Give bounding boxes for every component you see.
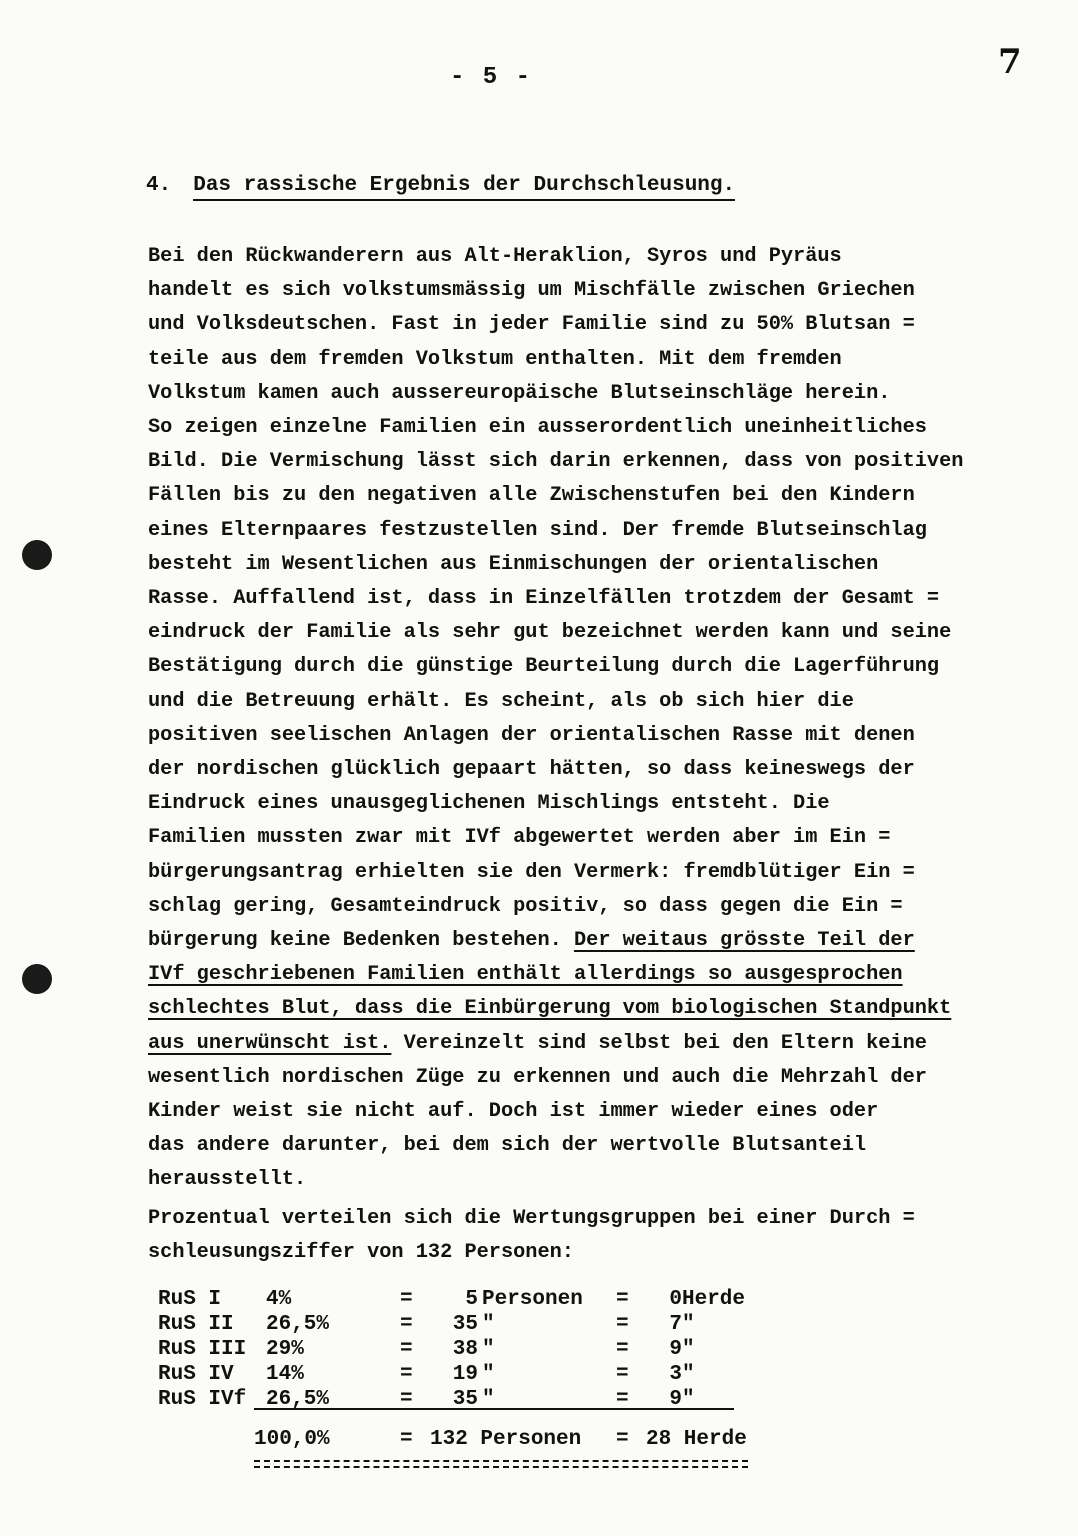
percent-intro [148,1202,1048,1270]
body-line-text: Familien mussten zwar mit IVf abgewertet werden aber im Ein = [148,826,891,850]
persons-count: 38 [452,1338,478,1361]
body-line [148,890,1048,924]
total-herds: 28 Herde [646,1428,747,1451]
herds-count: 9 [669,1388,682,1411]
group-percent: 26,5% [266,1388,330,1411]
group-percent: 14% [266,1363,304,1386]
body-line [148,445,1048,479]
body-line-text: eindruck der Familie als sehr gut bezeichnet werden kann und seine [148,621,952,645]
total-percent: 100,0% [254,1428,330,1451]
punch-hole-top [22,540,52,570]
body-line [148,377,1048,411]
body-line [148,479,1048,513]
body-line [148,1061,1048,1095]
body-line-text: und Volksdeutschen. Fast in jeder Familie sind zu 50% Blutsan = [148,313,915,337]
underlined-passage: aus unerwünscht ist. [148,1031,392,1055]
body-line [148,274,1048,308]
equals-sign: = [616,1313,629,1336]
underlined-passage: Der weitaus grösste Teil der [573,929,915,953]
body-line [148,411,1048,445]
body-line [148,753,1048,787]
total-equals: = [400,1428,413,1451]
herds-count: 3 [669,1363,682,1386]
persons-unit: Personen [482,1288,583,1311]
body-line [148,924,1048,958]
body-line-text: Fällen bis zu den negativen alle Zwischenstufen bei den Kindern [148,484,915,508]
body-line [148,787,1048,821]
persons-unit: " [482,1338,495,1361]
herds-unit: " [682,1313,695,1336]
body-line [148,240,1048,274]
equals-sign: = [400,1388,413,1411]
body-line [148,582,1048,616]
body-line-text: Bestätigung durch die günstige Beurteilung durch die Lagerführung [148,655,940,679]
body-line-text: Volkstum kamen auch aussereuropäische Blutseinschläge herein. [148,381,891,405]
body-line-text: bürgerungsantrag erhielten sie den Vermerk: fremdblütiger Ein = [148,860,915,884]
group-label: RuS IV [158,1363,234,1386]
equals-sign: = [616,1338,629,1361]
persons-unit: " [482,1313,495,1336]
body-line [148,685,1048,719]
herds-count: 9 [669,1338,682,1361]
punch-hole-bottom [22,964,52,994]
body-line-text: eines Elternpaares festzustellen sind. Der fremde Blutseinschlag [148,518,927,542]
equals-sign: = [400,1288,413,1311]
section-heading [146,174,735,197]
body-line-text: positiven seelischen Anlagen der orientalischen Rasse mit denen [148,723,915,747]
percent-intro-line: schleusungsziffer von 132 Personen: [148,1241,574,1265]
body-line-text: So zeigen einzelne Familien ein ausserordentlich uneinheitliches [148,416,927,440]
underlined-passage: IVf geschriebenen Familien enthält allerdings so ausgesprochen [148,963,903,987]
body-line [148,992,1048,1026]
body-text [148,240,1048,1198]
body-line-text: der nordischen glücklich gepaart hätten, so dass keineswegs der [148,758,915,782]
body-line [148,719,1048,753]
group-percent: 4% [266,1288,292,1311]
total-persons: 132 Personen [430,1428,582,1451]
page-number: - 5 - [450,64,533,91]
body-line-text: besteht im Wesentlichen aus Einmischungen der orientalischen [148,552,879,576]
equals-sign: = [616,1288,629,1311]
equals-sign: = [400,1313,413,1336]
body-line [148,514,1048,548]
group-label: RuS III [158,1338,247,1361]
body-line-text: wesentlich nordischen Züge zu erkennen und auch die Mehrzahl der [148,1065,927,1089]
body-line [148,1027,1048,1061]
body-line-text: bürgerung keine Bedenken bestehen. [148,929,562,953]
body-line [148,548,1048,582]
body-line-text: und die Betreuung erhält. Es scheint, als ob sich hier die [148,689,854,713]
body-line-text: Vereinzelt sind selbst bei den Eltern keine [403,1031,927,1055]
herds-unit: " [682,1338,695,1361]
persons-count: 5 [465,1288,478,1311]
body-line-text: Kinder weist sie nicht auf. Doch ist immer wieder eines oder [148,1100,879,1124]
underlined-passage: schlechtes Blut, dass die Einbürgerung vom biologischen Standpunkt [148,997,952,1021]
body-line [148,821,1048,855]
body-line-text: handelt es sich volkstumsmässig um Mischfälle zwischen Griechen [148,279,915,303]
group-percent: 29% [266,1338,304,1361]
total-equals-herds: = [616,1428,629,1451]
total-double-rule [254,1460,748,1468]
group-label: RuS I [158,1288,222,1311]
herds-count: 7 [669,1313,682,1336]
body-line-text: teile aus dem fremden Volkstum enthalten. Mit dem fremden [148,347,842,371]
body-line [148,958,1048,992]
equals-sign: = [616,1363,629,1386]
body-line [148,1129,1048,1163]
persons-unit: " [482,1363,495,1386]
equals-sign: = [400,1363,413,1386]
persons-count: 35 [452,1388,478,1411]
herds-count: 0 [669,1288,682,1311]
page-mark: 7 [998,42,1022,82]
last-row-underline [254,1408,734,1410]
body-line [148,650,1048,684]
persons-unit: " [482,1388,495,1411]
stats-total-row [254,1428,754,1456]
body-line [148,856,1048,890]
equals-sign: = [400,1338,413,1361]
section-title: Das rassische Ergebnis der Durchschleusung. [193,174,735,201]
body-line [148,1095,1048,1129]
percent-intro-line: Prozentual verteilen sich die Wertungsgruppen bei einer Durch = [148,1207,915,1230]
herds-unit: " [682,1388,695,1411]
section-number: 4. [146,174,172,197]
body-line-text: Bild. Die Vermischung lässt sich darin erkennen, dass von positiven [148,450,964,474]
persons-count: 19 [452,1363,478,1386]
body-line-text: herausstellt. [148,1168,307,1192]
body-line [148,1163,1048,1197]
body-line-text: Rasse. Auffallend ist, dass in Einzelfällen trotzdem der Gesamt = [148,587,940,611]
body-line [148,308,1048,342]
equals-sign: = [616,1388,629,1411]
body-line [148,343,1048,377]
body-line-text: Eindruck eines unausgeglichenen Mischlings entsteht. Die [148,792,830,816]
herds-unit: Herde [682,1288,746,1311]
body-line [148,616,1048,650]
group-label: RuS II [158,1313,234,1336]
herds-unit: " [682,1363,695,1386]
body-line-text: das andere darunter, bei dem sich der wertvolle Blutsanteil [148,1134,867,1158]
body-line-text: schlag gering, Gesamteindruck positiv, so dass gegen die Ein = [148,894,903,918]
group-percent: 26,5% [266,1313,330,1336]
group-label: RuS IVf [158,1388,247,1411]
body-line-text: Bei den Rückwanderern aus Alt-Heraklion, Syros und Pyräus [148,245,842,268]
persons-count: 35 [452,1313,478,1336]
